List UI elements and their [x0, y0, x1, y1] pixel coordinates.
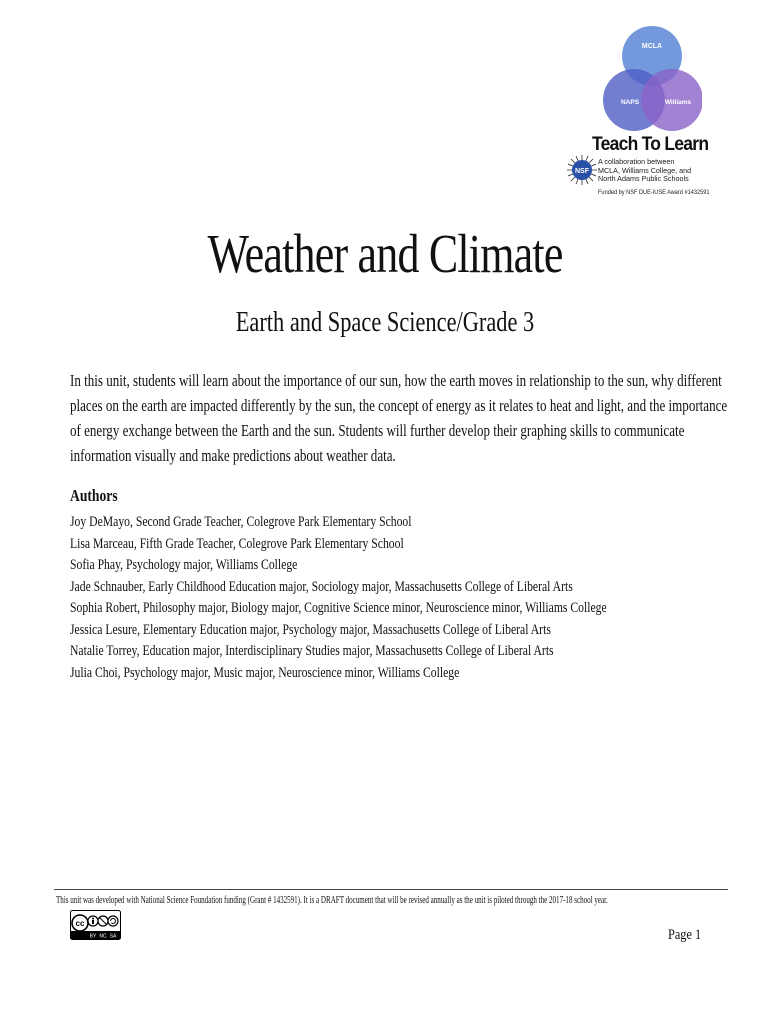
intro-paragraph	[70, 368, 728, 468]
author-item: Joy DeMayo, Second Grade Teacher, Colegrove Park Elementary School	[70, 514, 412, 530]
logo-collaboration-text	[598, 158, 708, 184]
footer-divider	[54, 889, 728, 890]
authors-list	[70, 512, 710, 684]
document-title: Weather and Climate	[207, 223, 563, 284]
author-item: Lisa Marceau, Fifth Grade Teacher, Colegrove Park Elementary School	[70, 535, 404, 552]
author-item: Jade Schnauber, Early Childhood Education major, Sociology major, Massachusetts College of Liberal Arts	[70, 578, 573, 595]
intro-line: In this unit, students will learn about the importance of our sun, how the earth moves in relationship to the sun, why different	[70, 371, 722, 390]
authors-heading: Authors	[70, 486, 118, 505]
venn-diagram-logo	[602, 18, 702, 136]
document-subtitle: Earth and Space Science/Grade 3	[235, 307, 535, 338]
author-item: Sofia Phay, Psychology major, Williams College	[70, 557, 298, 573]
venn-label-top: MCLA	[641, 43, 663, 50]
cc-label-sa: SA	[109, 933, 117, 940]
author-item: Jessica Lesure, Elementary Education major, Psychology major, Massachusetts College of Liberal Arts	[70, 621, 551, 638]
collab-line: MCLA, Williams College, and	[598, 165, 692, 175]
funding-footnote: This unit was developed with National Science Foundation funding (Grant # 1432591). It is a DRAFT document that will be revised annually as the unit is piloted through the 2017-18 school year.	[56, 895, 608, 906]
funding-line: Funded by NSF DUE-IUSE Award #1432591	[598, 189, 710, 196]
nsf-seal-text: NSF	[575, 168, 589, 175]
author-item: Natalie Torrey, Education major, Interdisciplinary Studies major, Massachusetts College of Liberal Arts	[70, 643, 554, 659]
author-item: Sophia Robert, Philosophy major, Biology major, Cognitive Science minor, Neuroscience minor, Williams College	[70, 600, 607, 616]
collab-line: North Adams Public Schools	[598, 174, 689, 184]
cc-mark: cc	[75, 919, 85, 928]
cc-label-nc: NC	[99, 933, 107, 940]
nsf-seal-icon	[566, 154, 598, 186]
venn-label-right: Williams	[664, 99, 692, 106]
venn-label-left: NAPS	[620, 99, 640, 106]
author-item: Julia Choi, Psychology major, Music major, Neuroscience minor, Williams College	[70, 664, 460, 681]
teach-to-learn-logo	[566, 18, 710, 202]
intro-line: of energy exchange between the Earth and the sun. Students will further develop their graphing skills to communicate	[70, 421, 685, 440]
logo-title: Teach To Learn	[592, 134, 709, 155]
creative-commons-license-icon	[70, 910, 121, 940]
intro-line: places on the earth are impacted differently by the sun, the concept of energy as it relates to heat and light, and the importance	[70, 396, 728, 415]
collab-line: A collaboration between	[598, 157, 675, 166]
cc-label-by: BY	[89, 933, 97, 940]
page-number: Page 1	[668, 927, 702, 943]
intro-line: information visually and make predictions about weather data.	[70, 446, 396, 465]
